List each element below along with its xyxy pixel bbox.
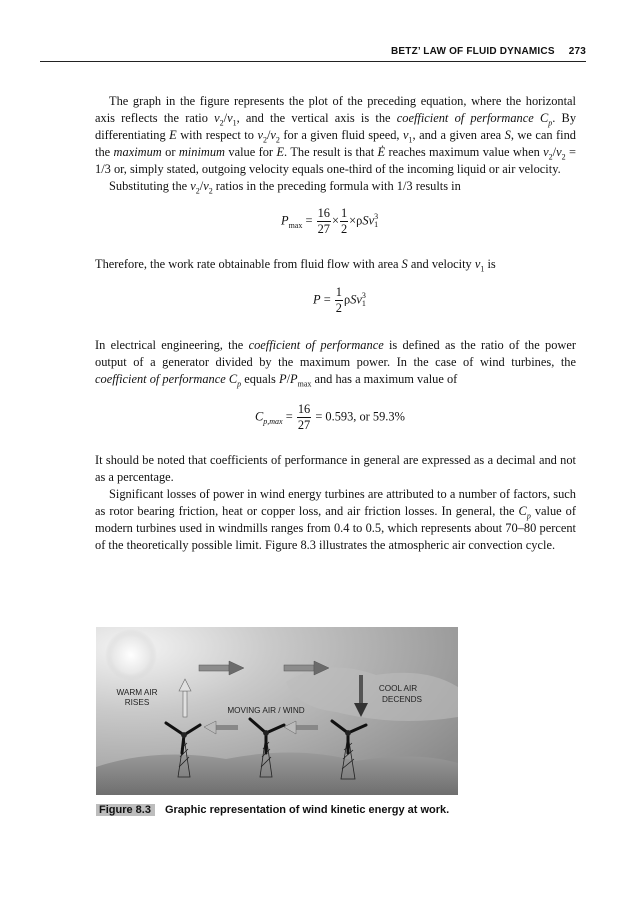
paragraph-coefficient-definition: In electrical engineering, the coefficient of performance is defined as the ratio of the power output of a generator divided by the maximum power. In the case of wind turbines, the coefficient of performance $C_p$ equals $P/P_{max}$ and has a maximum value of (95, 337, 576, 389)
convection-illustration (96, 627, 458, 795)
running-title: BETZ’ LAW OF FLUID DYNAMICS (390, 46, 555, 57)
paragraph-substitution: Substituting the $v_2/v_2$ ratios in the preceding formula with 1/3 results in (109, 179, 461, 196)
paragraph-decimal-note: It should be noted that coefficients of performance in general are expressed as a decimal and not as a percentage. (95, 452, 576, 485)
fraction-1-2: $\frac{1}{2}$ (340, 205, 348, 236)
figure-caption (96, 803, 516, 818)
cool-air-label: COOL AIR (378, 684, 418, 693)
running-header (40, 46, 586, 60)
warm-air-rises-label: RISES (124, 698, 150, 707)
fraction-16-27: $\frac{16}{27}$ (297, 401, 311, 432)
paragraph-losses: Significant losses of power in wind energy turbines are attributed to a number of factors, such as rotor bearing friction, heat or copper loss, and air friction losses. In general, the $C_p$ value of modern turbines used in windmills ranges from 0.4 to 0.5, which represents about 70–80 percent of the theoretically possible limit. Figure 8.3 illustrates the atmospheric air convection cycle. (95, 487, 576, 553)
header-rule (40, 61, 586, 62)
equation-power: P = $\frac{1}{2}$ ρSv$^3_1$ (313, 284, 366, 315)
paragraph-work-rate: Therefore, the work rate obtainable from fluid flow with area S and velocity $v_1$ is (95, 256, 496, 274)
sun-icon (105, 629, 157, 681)
ground-hills (96, 752, 458, 795)
fraction-1-2: $\frac{1}{2}$ (335, 284, 342, 315)
page-number: 273 (568, 46, 586, 57)
fraction-16-27: $\frac{16}{27}$ (317, 205, 330, 236)
warm-air-label: WARM AIR (116, 688, 158, 697)
figure-caption-text: Graphic representation of wind kinetic energy at work. (164, 804, 450, 816)
equation-pmax: $P_{max}$ = $\frac{16}{27}$ × $\frac{1}{2}$ ×ρSv$^3_1$ (281, 205, 379, 236)
paragraph-betz-graph: The graph in the figure represents the plot of the preceding equation, where the horizontal axis reflects the ratio $v_2/v_1$, and the vertical axis is the coefficient of performance $C_p$. By differentiating E with respect to $v_2/v_2$ for a given fluid speed, $v_1$, and a given area S, we can find the maximum or minimum value for E. The result is that Ė reaches maximum value when $v_2/v_2 = 1/3$ or, simply stated, outgoing velocity equals one-third of the incoming liquid or air velocity. (95, 94, 577, 177)
figure-wind-convection (96, 627, 458, 795)
cool-air-decends-label: DECENDS (381, 695, 423, 704)
moving-air-label: MOVING AIR / WIND (227, 706, 305, 715)
page-body (95, 93, 576, 555)
figure-label: Figure 8.3 (96, 804, 155, 816)
equation-cp-max: $C_{p,max}$ = $\frac{16}{27}$ = 0.593, or 59.3% (255, 401, 405, 432)
